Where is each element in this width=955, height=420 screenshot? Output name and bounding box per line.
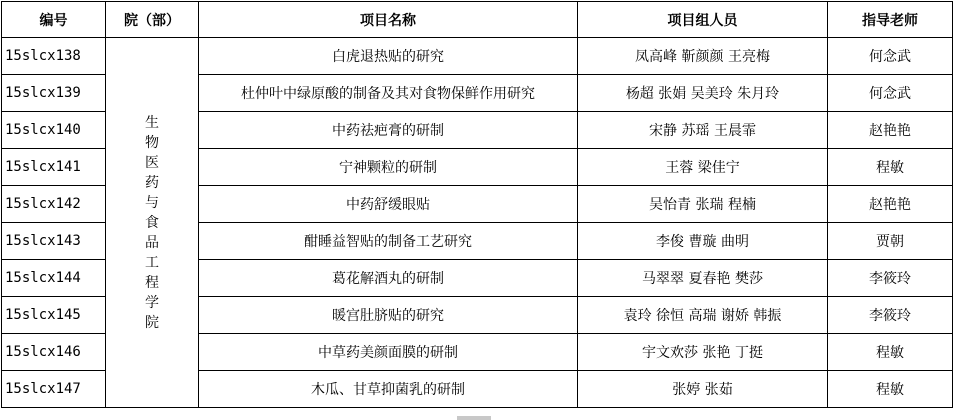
cell-members: 李俊 曹璇 曲明 (578, 223, 828, 260)
cell-project: 暖宫肚脐贴的研究 (199, 297, 578, 334)
cell-code: 15slcx143 (2, 223, 106, 260)
cell-college (106, 38, 199, 408)
cell-advisor: 程敏 (828, 334, 953, 371)
cell-project: 杜仲叶中绿原酸的制备及其对食物保鲜作用研究 (199, 75, 578, 112)
cell-project: 葛花解酒丸的研制 (199, 260, 578, 297)
cell-members: 凤高峰 靳颜颜 王亮梅 (578, 38, 828, 75)
college-name: 生物医药与食品工程学院 (145, 114, 159, 331)
cell-members: 杨超 张娟 吴美玲 朱月玲 (578, 75, 828, 112)
table-row (2, 38, 953, 75)
cell-code: 15slcx146 (2, 334, 106, 371)
cell-project: 中草药美颜面膜的研制 (199, 334, 578, 371)
cell-project: 酣睡益智贴的制备工艺研究 (199, 223, 578, 260)
header-row (2, 2, 953, 38)
cell-project: 木瓜、甘草抑菌乳的研制 (199, 371, 578, 408)
header-college: 院（部） (106, 2, 199, 38)
cell-advisor: 程敏 (828, 371, 953, 408)
cell-project: 宁神颗粒的研制 (199, 149, 578, 186)
cell-advisor: 何念武 (828, 38, 953, 75)
cell-project: 白虎退热贴的研究 (199, 38, 578, 75)
cell-code: 15slcx147 (2, 371, 106, 408)
cell-members: 张婷 张茹 (578, 371, 828, 408)
cell-advisor: 贾朝 (828, 223, 953, 260)
cell-advisor: 李筱玲 (828, 260, 953, 297)
cell-project: 中药祛疤膏的研制 (199, 112, 578, 149)
cell-members: 马翠翠 夏春艳 樊莎 (578, 260, 828, 297)
cell-project: 中药舒缓眼贴 (199, 186, 578, 223)
cell-members: 袁玲 徐恒 高瑞 谢娇 韩振 (578, 297, 828, 334)
cell-advisor: 赵艳艳 (828, 112, 953, 149)
cell-advisor: 程敏 (828, 149, 953, 186)
cell-members: 宋静 苏瑶 王晨霏 (578, 112, 828, 149)
header-members: 项目组人员 (578, 2, 828, 38)
cell-code: 15slcx140 (2, 112, 106, 149)
cell-code: 15slcx141 (2, 149, 106, 186)
cell-code: 15slcx139 (2, 75, 106, 112)
project-table (1, 1, 953, 408)
cell-advisor: 李筱玲 (828, 297, 953, 334)
cell-members: 吴怡青 张瑞 程楠 (578, 186, 828, 223)
cell-code: 15slcx138 (2, 38, 106, 75)
cell-advisor: 赵艳艳 (828, 186, 953, 223)
cell-code: 15slcx142 (2, 186, 106, 223)
scroll-tab (457, 416, 491, 420)
cell-code: 15slcx144 (2, 260, 106, 297)
cell-members: 王蓉 梁佳宁 (578, 149, 828, 186)
cell-advisor: 何念武 (828, 75, 953, 112)
cell-code: 15slcx145 (2, 297, 106, 334)
cell-members: 宇文欢莎 张艳 丁挺 (578, 334, 828, 371)
header-advisor: 指导老师 (828, 2, 953, 38)
header-code: 编号 (2, 2, 106, 38)
header-project: 项目名称 (199, 2, 578, 38)
